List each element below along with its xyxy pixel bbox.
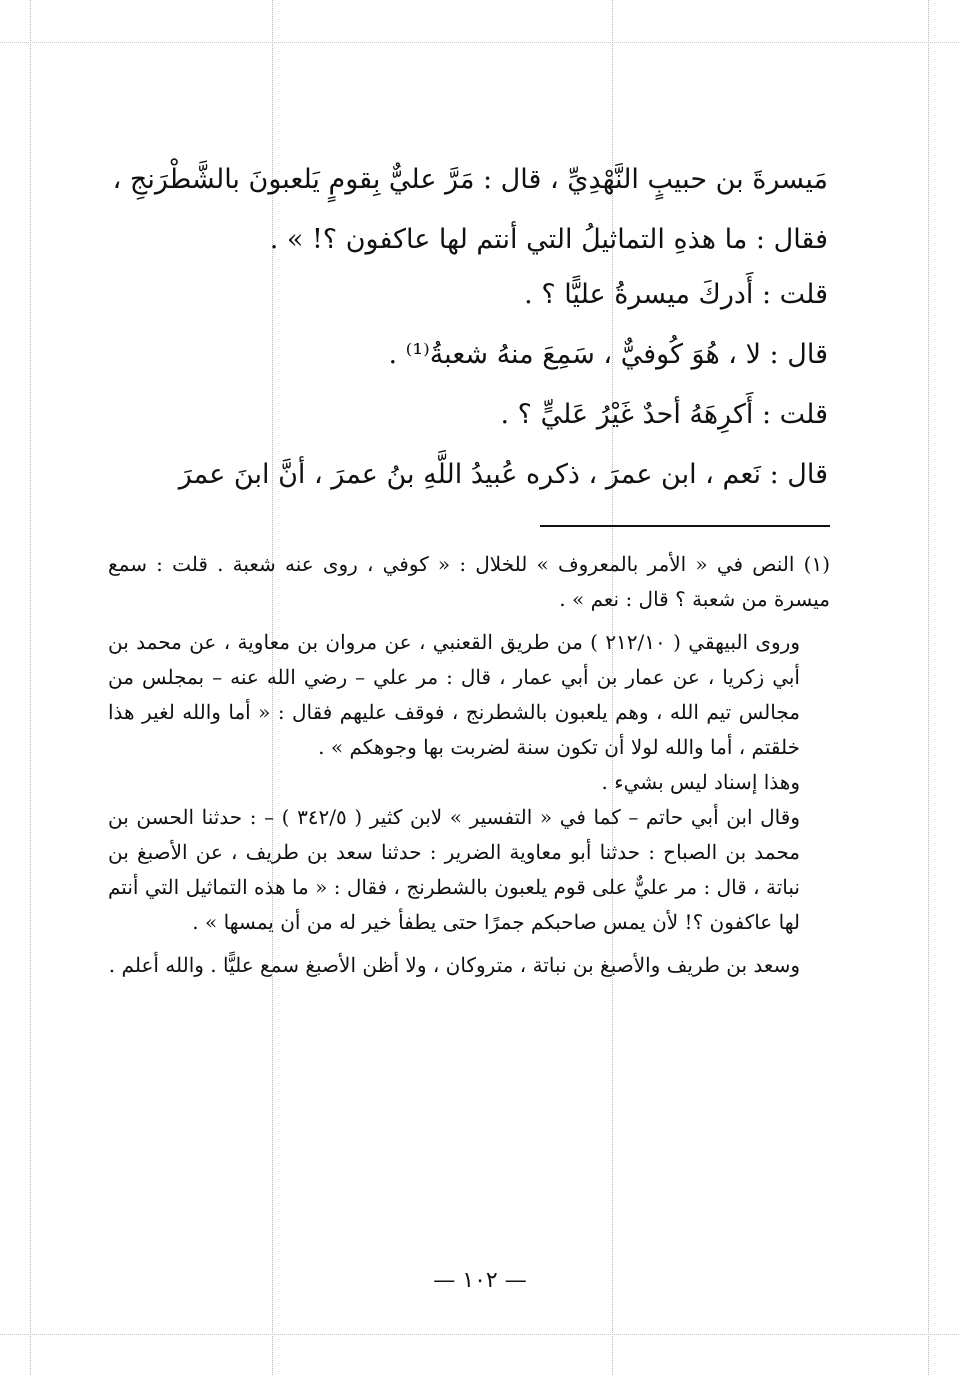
footnote-paragraph: وروى البيهقي ( ٢١٢/١٠ ) من طريق القعنبي ، عن مروان بن معاوية ، عن محمد بن أبي زكريا ، عن عمار بن أبي عمار ، قال : مر علي – رضي الله عنه – بمجلس من مجالس تيم الله ، وهم يلعبون بالشطرنج ، فوقف عليهم فقال : « أما والله لغير هذا خلقتم ، أما والله لولا أن تكون سنة لضربت بها وجوهكم » . (108, 630, 800, 759)
scan-guide-line (928, 0, 929, 1375)
dialogue-line: قال : نَعم ، ابن عمرَ ، ذكره عُبيدُ اللَّهِ بنُ عمرَ ، أنَّ ابنَ عمرَ (178, 459, 828, 490)
main-text-dialogue (108, 265, 828, 505)
footnote-paragraph: وسعد بن طريف والأصبغ بن نباتة ، متروكان ، ولا أظن الأصبغ سمع عليًّا . والله أعلم . (108, 953, 800, 977)
dialogue-line: قلت : أَدركَ ميسرةُ عليًّا ؟ . (524, 279, 828, 310)
page-number: — ١٠٢ — (433, 1268, 527, 1293)
dialogue-line: قال : لا ، هُوَ كُوفيٌّ ، سَمِعَ منهُ شعبةُ⁽¹⁾ . (388, 339, 828, 370)
main-line: فقال : ما هذهِ التماثيلُ التي أنتم لها عاكفون ؟! » . (269, 224, 828, 255)
footnote-1: (١) النص في « الأمر بالمعروف » للخلال : « كوفي ، روى عنه شعبة . قلت : سمع ميسرة من شعبة ؟ قال : نعم » . (108, 552, 830, 611)
scan-guide-line (0, 1334, 959, 1335)
footnotes (108, 547, 830, 983)
footnote-paragraph: وهذا إسناد ليس بشيء . (601, 770, 800, 794)
scan-guide-line (30, 0, 31, 1375)
dialogue-line: قلت : أَكرِهَهُ أحدٌ غَيْرُ عَليٍّ ؟ . (500, 399, 828, 430)
scan-guide-line (0, 42, 959, 43)
footnote-paragraph: وقال ابن أبي حاتم – كما في « التفسير » لابن كثير ( ٣٤٢/٥ ) – : حدثنا الحسن بن محمد بن الصباح : حدثنا أبو معاوية الضرير : حدثنا سعد بن طريف ، عن الأصبغ بن نباتة ، قال : مر عليٌّ على قوم يلعبون بالشطرنج ، فقال : « ما هذه التماثيل التي أنتم لها عاكفون ؟! لأن يمس صاحبكم جمرًا حتى يطفأ خير له من أن يمسها » . (108, 805, 800, 934)
footnote-separator (540, 525, 830, 527)
main-line: مَيسرةَ بن حبيبٍ النَّهْدِيِّ ، قال : مَرَّ عليٌّ بِقومٍ يَلعبونَ بالشَّطْرَنجِ ، (112, 164, 828, 195)
main-text-opening (108, 150, 828, 270)
